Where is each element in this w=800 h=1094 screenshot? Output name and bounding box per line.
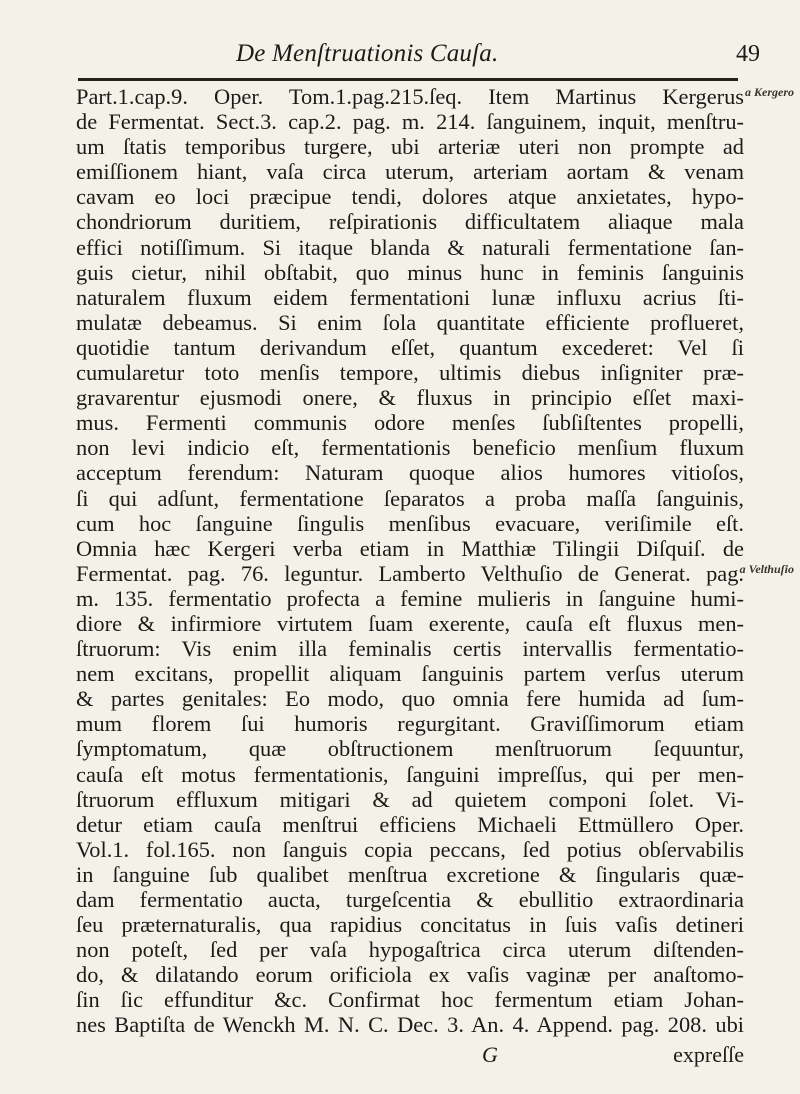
text-line: de Fermentat. Sect.3. cap.2. pag. m. 214. ſanguinem, inquit, menſtru- xyxy=(76,109,744,135)
text-line: chondriorum duritiem, reſpirationis difficultatem aliaque mala xyxy=(76,209,744,235)
body-text xyxy=(76,84,744,1038)
text-line: diore & infirmiore virtutem ſuam exerente, cauſa eſt fluxus men- xyxy=(76,610,744,636)
text-line: detur etiam cauſa menſtrui efficiens Michaeli Ettmüllero Oper. xyxy=(76,811,744,837)
text-line: dam fermentatio aucta, turgeſcentia & ebullitio extraordinaria xyxy=(76,887,744,912)
text-line: naturalem fluxum eidem fermentationi lunæ influxu acrius ſti- xyxy=(76,284,744,310)
text-line: ſymptomatum, quæ obſtructionem menſtruorum ſequuntur, xyxy=(76,736,744,762)
text-line: acceptum ferendum: Naturam quoque alios humores vitioſos, xyxy=(76,460,744,486)
text-line: Part.1.cap.9. Oper. Tom.1.pag.215.ſeq. Item Martinus Kergerus xyxy=(76,84,744,109)
header-rule xyxy=(78,78,738,81)
text-line: Vol.1. fol.165. non ſanguis copia peccans, ſed potius obſervabilis xyxy=(76,836,744,862)
running-title: De Menſtruationis Cauſa. xyxy=(236,40,499,67)
text-line: guis cietur, nihil obſtabit, quo minus hunc in feminis ſanguinis xyxy=(76,259,744,285)
text-line: cum hoc ſanguine ſingulis menſibus evacuare, veriſimile eſt. xyxy=(76,510,744,536)
text-line: ſin ſic effunditur &c. Confirmat hoc fermentum etiam Johan- xyxy=(76,987,744,1013)
text-line: emiſſionem hiant, vaſa circa uterum, arteriam aortam & venam xyxy=(76,159,744,185)
text-line: cauſa eſt motus fermentationis, ſanguini impreſſus, qui per men- xyxy=(76,761,744,787)
text-line: in ſanguine ſub qualibet menſtrua excretione & ſingularis quæ- xyxy=(76,861,744,887)
text-line: nem excitans, propellit aliquam ſanguinis partem verſus uterum xyxy=(76,661,744,687)
text-line: do, & dilatando eorum orificiola ex vaſis vaginæ per anaſtomo- xyxy=(76,962,744,988)
text-line: gravarentur ejusmodi onere, & fluxus in principio eſſet maxi- xyxy=(76,385,744,411)
text-line: Omnia hæc Kergeri verba etiam in Matthiæ Tilingii Diſquiſ. de xyxy=(76,535,744,561)
text-line: & partes genitales: Eo modo, quo omnia fere humida ad ſum- xyxy=(76,686,744,712)
text-line: non levi indicio eſt, fermentationis beneficio menſium fluxum xyxy=(76,435,744,461)
text-line: ſeu præternaturalis, qua rapidius concitatus in ſuis vaſis detineri xyxy=(76,912,744,938)
signature-mark: G xyxy=(482,1042,498,1067)
text-line: mus. Fermenti communis odore menſes ſubſiſtentes propelli, xyxy=(76,410,744,436)
text-line: um ſtatis temporibus turgere, ubi arteriæ uteri non prompte ad xyxy=(76,134,744,160)
text-line: mulatæ debeamus. Si enim ſola quantitate efficiente proflueret, xyxy=(76,309,744,335)
text-line: nes Baptiſta de Wenckh M. N. C. Dec. 3. An. 4. Append. pag. 208. ubi xyxy=(76,1012,744,1038)
text-line: m. 135. fermentatio profecta a femine mulieris in ſanguine humi- xyxy=(76,585,744,611)
margin-note-kergero: a Kergero xyxy=(745,85,794,99)
text-line: cumularetur toto menſis tempore, ultimis diebus inſigniter præ- xyxy=(76,360,744,386)
text-line: cavam eo loci præcipue tendi, dolores atque anxietates, hypo- xyxy=(76,184,744,210)
text-line: ſtruorum effluxum mitigari & ad quietem componi ſolet. Vi- xyxy=(76,786,744,812)
text-line: ſi qui adſunt, fermentatione ſeparatos a proba maſſa ſanguinis, xyxy=(76,485,744,511)
text-line: mum florem ſui humoris regurgitant. Graviſſimorum etiam xyxy=(76,711,744,737)
text-line: quotidie tantum derivandum eſſet, quantum excederet: Vel ſi xyxy=(76,334,744,360)
page-number: 49 xyxy=(736,41,760,67)
text-line: Fermentat. pag. 76. leguntur. Lamberto Velthuſio de Generat. pag. xyxy=(76,560,744,586)
text-line: effici notiſſimum. Si itaque blanda & naturali fermentatione ſan- xyxy=(76,234,744,260)
page-header xyxy=(40,40,760,80)
text-line: non poteſt, ſed per vaſa hypogaſtrica circa uterum diſtenden- xyxy=(76,937,744,963)
margin-note-velthusio: a Velthuſio xyxy=(739,562,794,576)
catchword: expreſſe xyxy=(673,1042,744,1067)
text-line: ſtruorum: Vis enim illa feminalis certis intervallis fermentatio- xyxy=(76,636,744,662)
